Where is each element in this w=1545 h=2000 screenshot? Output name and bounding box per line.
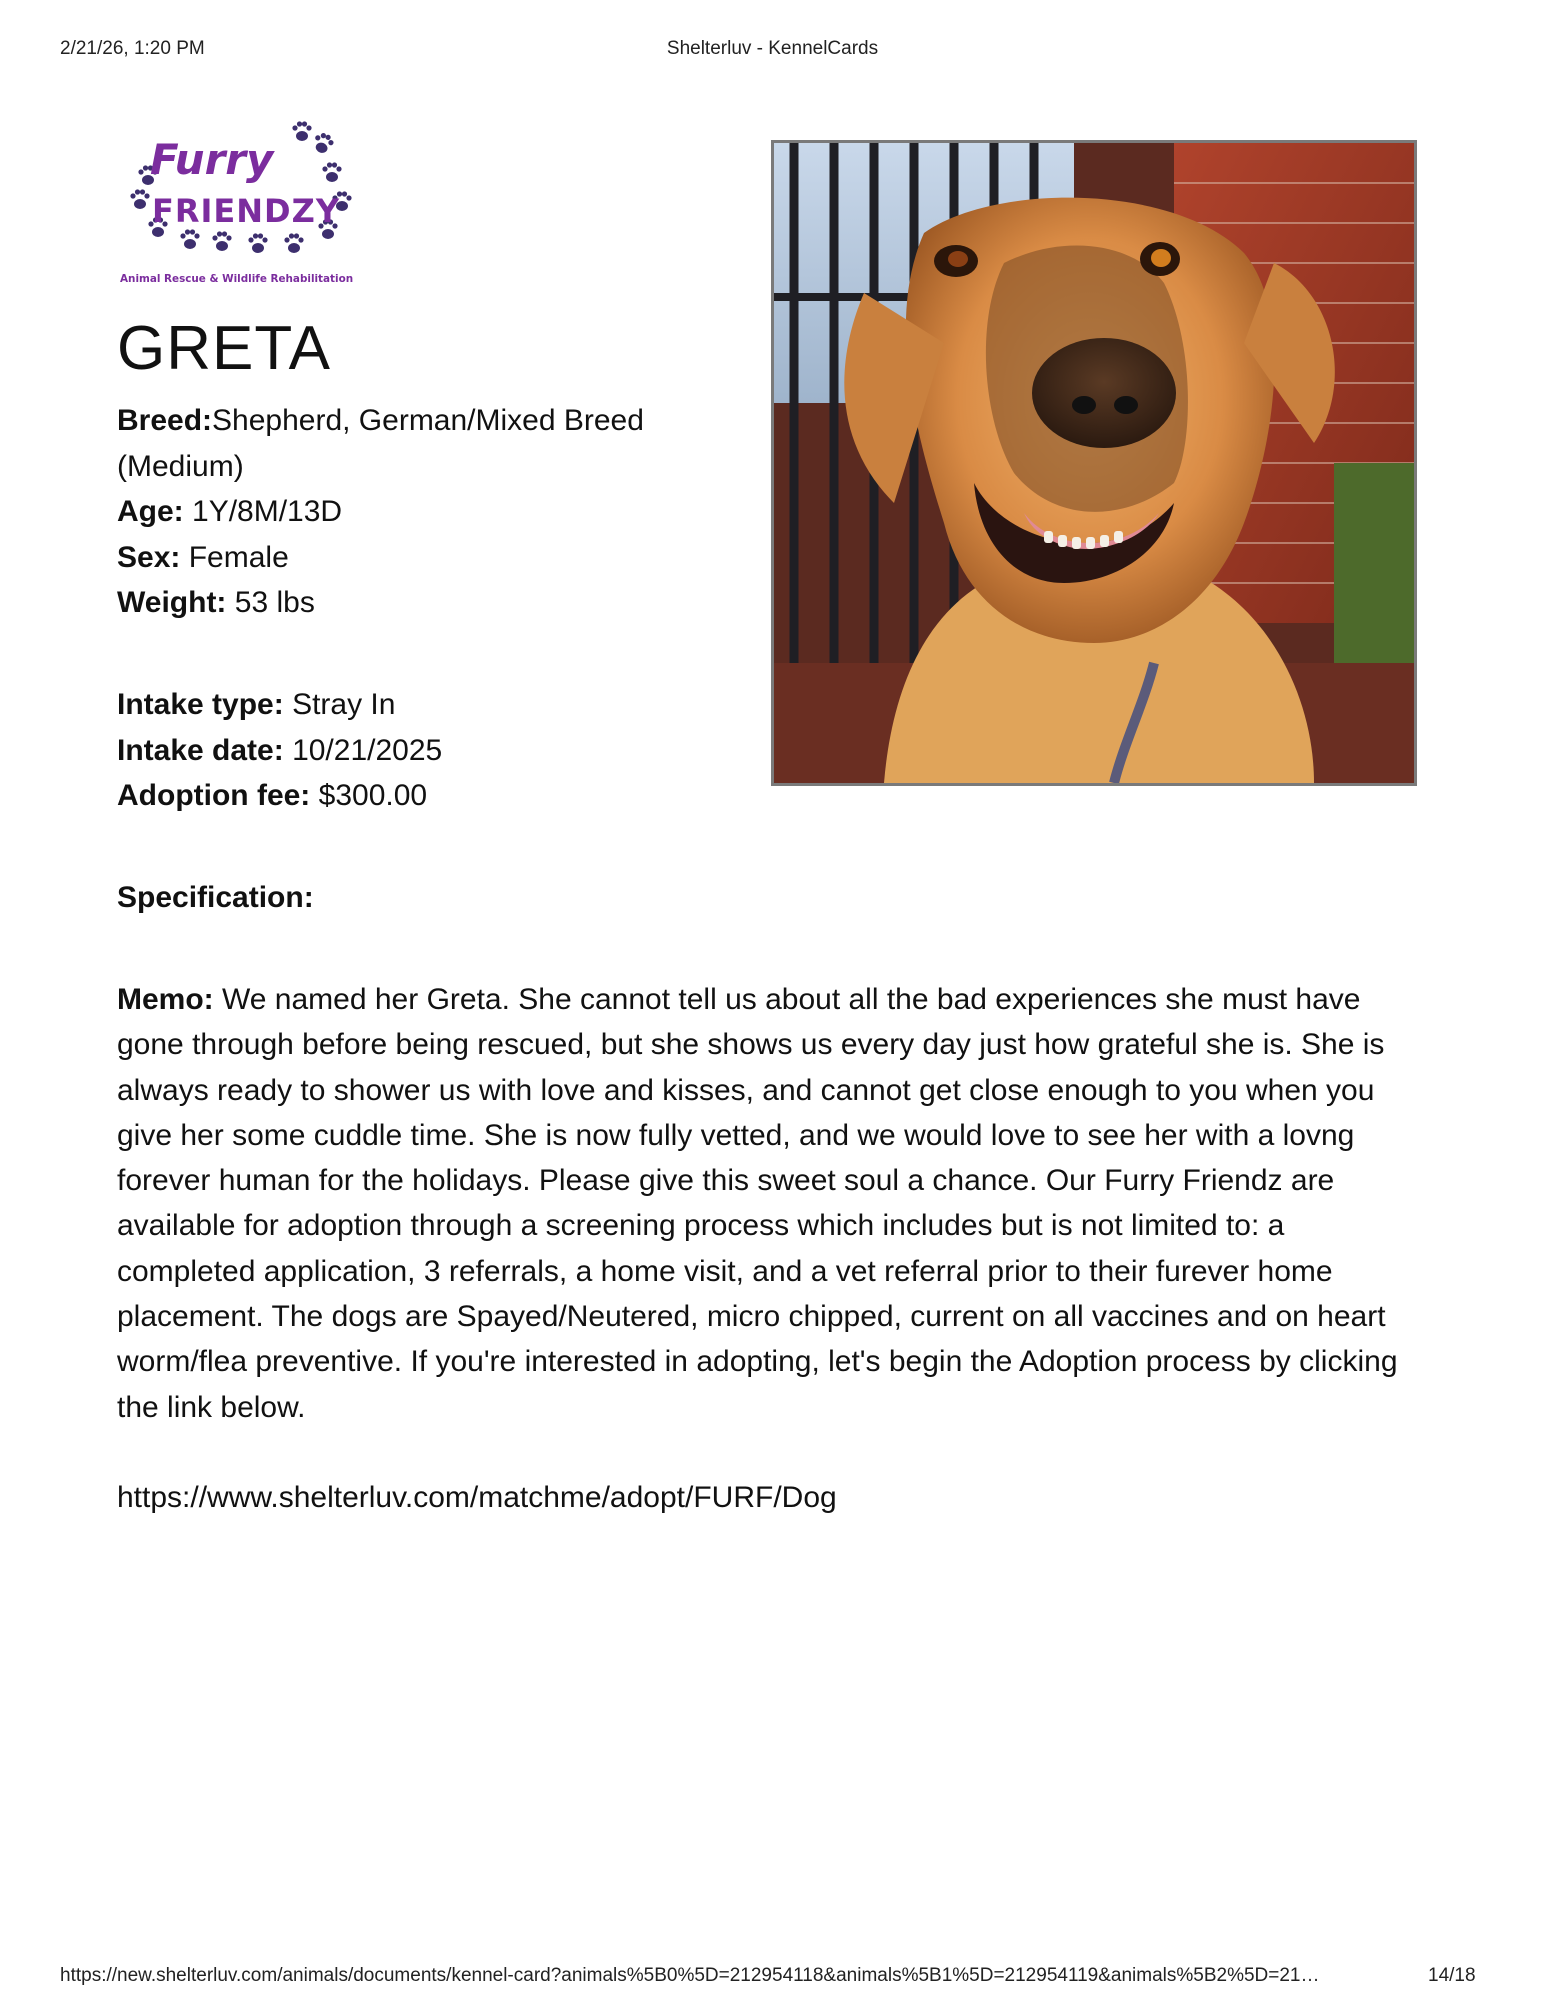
weight-label: Weight: [117, 586, 227, 619]
age-label: Age: [117, 495, 184, 528]
print-page-counter: 14/18 [1428, 1965, 1476, 1986]
memo-label: Memo: [117, 983, 214, 1016]
furry-friendzy-logo [118, 118, 368, 298]
intake-type-label: Intake type: [117, 688, 284, 721]
breed-value: Shepherd, German/Mixed Breed [212, 404, 644, 437]
intake-type-row [117, 682, 717, 728]
print-footer-url: https://new.shelterluv.com/animals/documents/kennel-card?animals%5B0%5D=212954118&animals%5B1%5D=212954119&animals%5B2%5D=21… [60, 1965, 1320, 1986]
sex-label: Sex: [117, 540, 181, 574]
age-value: 1Y/8M/13D [192, 495, 343, 528]
sex-row [117, 535, 717, 581]
intake-details [117, 682, 717, 819]
animal-photo [771, 140, 1417, 786]
breed-label: Breed: [117, 404, 213, 437]
adoption-link[interactable]: https://www.shelterluv.com/matchme/adopt/FURF/Dog [117, 1481, 837, 1514]
animal-details [117, 398, 717, 626]
animal-name: GRETA [117, 314, 331, 383]
memo-text: We named her Greta. She cannot tell us about all the bad experiences she must have gone through before being rescued, but she shows us every day just how grateful she is. She is always ready to shower us with love and kisses, and cannot get close enough to you when you give her some cuddle time. She is now fully vetted, and we would love to see her with a lovng forever human for the holidays. Please give this sweet soul a chance. Our Furry Friendz are available for adoption through a screening process which includes but is not limited to: a completed application, 3 referrals, a home visit, and a vet referral prior to their furever home placement. The dogs are Spayed/Neutered, micro chipped, current on all vaccines and on heart worm/flea preventive. If you're interested in adopting, let's begin the Adoption process by clicking the link below. [117, 983, 1398, 1424]
print-page-title: Shelterluv - KennelCards [666, 38, 879, 59]
intake-date-label: Intake date: [117, 733, 284, 767]
age-row [117, 489, 717, 535]
intake-type-value: Stray In [292, 688, 396, 721]
intake-date-row [117, 728, 717, 774]
adoption-fee-label: Adoption fee: [117, 779, 311, 812]
print-datetime: 2/21/26, 1:20 PM [60, 38, 205, 59]
sex-value: Female [188, 540, 289, 574]
adoption-fee-value: $300.00 [318, 779, 428, 812]
logo-line2: FRIENDZY [152, 192, 340, 230]
specification-label: Specification: [117, 881, 314, 914]
logo-line1: Furry [150, 135, 274, 184]
memo [117, 977, 1417, 1430]
weight-row [117, 580, 717, 626]
weight-value: 53 lbs [234, 586, 315, 619]
size-value: (Medium) [117, 449, 244, 483]
adoption-fee-row [117, 773, 717, 819]
logo-tagline: Animal Rescue & Wildlife Rehabilitation [120, 273, 354, 285]
intake-date-value: 10/21/2025 [292, 733, 443, 767]
breed-row [117, 398, 717, 444]
